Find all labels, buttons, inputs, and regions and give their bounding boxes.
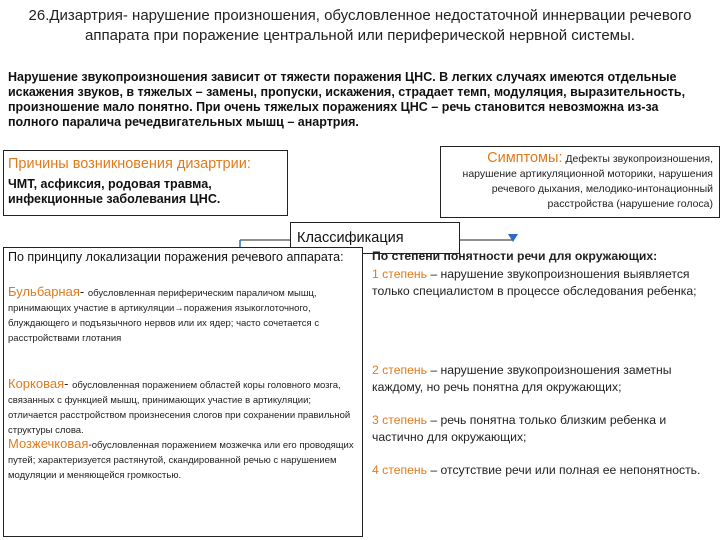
bulbar-text: обусловленная периферическим параличом мышц, принимающих участие в артикуляции→поражения языкоглоточного, блуждающего и подъязычного нервов или их ядер; часто сочетается с расстройствами глотания [8,288,320,344]
classification-label: Классификация [297,230,404,246]
causes-heading: Причины возникновения дизартрии: [8,156,251,172]
bulbar-item: Бульбарная- обусловленная периферическим параличом мышц, принимающих участие в артикуляции→поражения языкоглоточного, блуждающего и подъязычного нервов или их ядер; часто сочетается с расстройствами глотания [8,284,320,344]
page-title: 26.Дизартрия- нарушение произношения, обусловленное недостаточной иннервации речевого аппарата при поражение центральной или периферической нервной системы. [28,7,692,44]
cerebellar-item: Мозжечковая-обусловленная поражением мозжечка или его проводящих путей; характеризуется растянутой, скандированной речью с нарушением модуляции и меняющейся громкостью. [8,436,354,481]
intelligibility-heading: По степени понятности речи для окружающих: [372,249,658,263]
degree-1: 1 степень – нарушение звукопроизношения выявляется только специалистом в процессе обследования ребенка; [372,267,697,298]
causes-text: ЧМТ, асфиксия, родовая травма, инфекционные заболевания ЦНС. [8,177,221,206]
cortical-item: Корковая- обусловленная поражением областей коры головного мозга, связанных с функцией мышц, принимающих участие в артикуляции; отличается расстройством произнесения слогов при сохранении правильной структуры слова. [8,376,351,436]
symptoms-label: Симптомы: [487,150,563,166]
bulbar-name: Бульбарная [8,284,80,299]
degree-2: 2 степень – нарушение звукопроизношения заметны каждому, но речь понятна для окружающих; [372,363,672,394]
cerebellar-text: обусловленная поражением мозжечка или его проводящих путей; характеризуется растянутой, скандированной речью с нарушением модуляции и меняющейся громкостью. [8,440,354,481]
intro-paragraph: Нарушение звукопроизношения зависит от тяжести поражения ЦНС. В легких случаях имеются отдельные искажения звуков, в тяжелых – замены, пропуски, искажения, страдает темп, модуляция, выразительность, произношение мало понятно. При очень тяжелых поражениях ЦНС – речь становится невозможна из-за полного паралича речедвигательных мышц – анартрия. [8,70,686,129]
degree-4: 4 степень – отсутствие речи или полная ее непонятность. [372,463,701,477]
cerebellar-name: Мозжечковая [8,436,89,451]
localization-heading: По принципу локализации поражения речевого аппарата: [8,250,344,264]
cortical-name: Корковая [8,376,65,391]
cortical-text: обусловленная поражением областей коры головного мозга, связанных с функцией мышц, принимающих участие в артикуляции; отличается расстройством произнесения слогов при сохранении правильной структуры слова. [8,380,351,436]
symptoms-text: Дефекты звукопроизношения, нарушение артикуляционной моторики, нарушения речевого дыхания, мелодико-интонационный расстройства (нарушение голоса) [462,153,713,210]
degree-3: 3 степень – речь понятна только близким ребенка и частично для окружающих; [372,413,667,444]
arrow-right-head [508,234,518,242]
localization-box [3,247,363,537]
